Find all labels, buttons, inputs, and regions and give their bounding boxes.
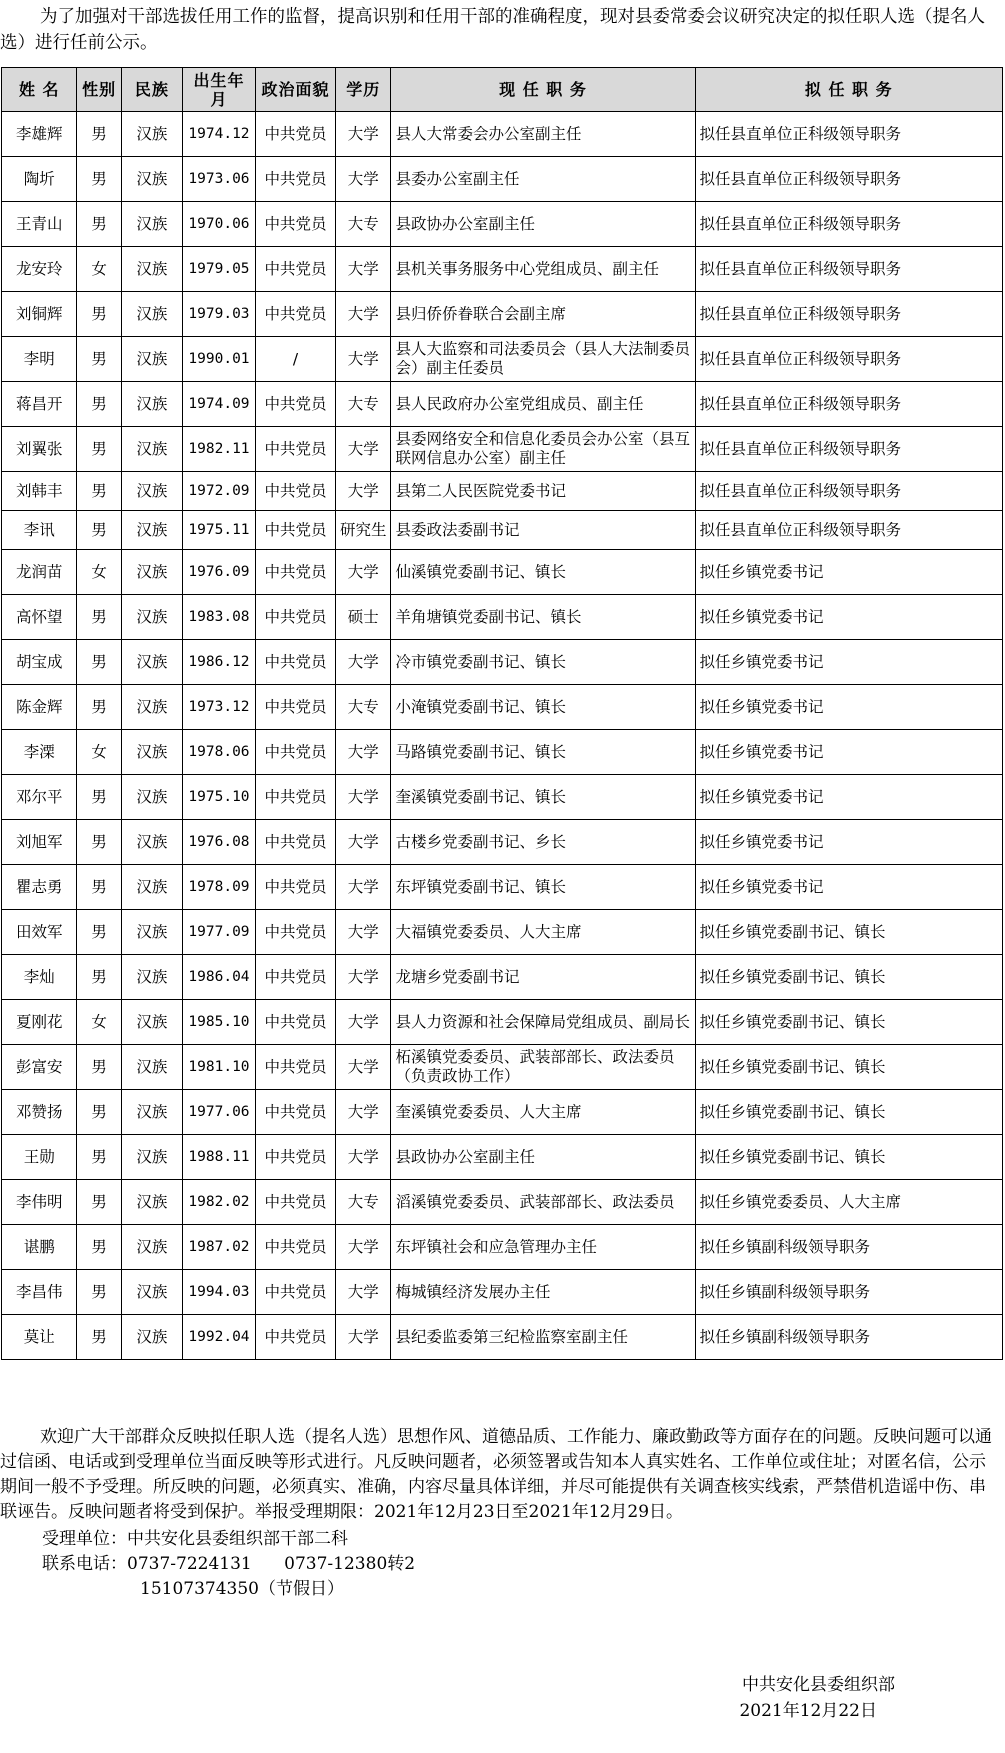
header-gender: 性别: [77, 68, 121, 112]
cell-gender: 男: [77, 382, 121, 427]
cell-name: 高怀望: [2, 595, 77, 640]
cell-name: 刘铜辉: [2, 292, 77, 337]
cell-proposed-position: 拟任乡镇党委副书记、镇长: [695, 955, 1002, 1000]
header-birth: 出生年月: [182, 68, 255, 112]
cell-birth: 1977.06: [182, 1090, 255, 1135]
cell-current-position: 县人大监察和司法委员会（县人大法制委员会）副主任委员: [391, 337, 695, 382]
table-row: [2, 511, 1003, 550]
cell-current-position: 小淹镇党委副书记、镇长: [391, 685, 695, 730]
header-political-status: 政治面貌: [256, 68, 336, 112]
cell-birth: 1970.06: [182, 202, 255, 247]
cell-ethnicity: 汉族: [121, 1315, 182, 1360]
cell-current-position: 龙塘乡党委副书记: [391, 955, 695, 1000]
table-row: [2, 1135, 1003, 1180]
cell-proposed-position: 拟任乡镇党委书记: [695, 685, 1002, 730]
cell-current-position: 县政协办公室副主任: [391, 1135, 695, 1180]
cell-political-status: 中共党员: [256, 1000, 336, 1045]
cell-name: 瞿志勇: [2, 865, 77, 910]
cell-political-status: 中共党员: [256, 775, 336, 820]
cell-gender: 男: [77, 955, 121, 1000]
cell-current-position: 县委政法委副书记: [391, 511, 695, 550]
header-ethnicity: 民族: [121, 68, 182, 112]
cell-political-status: 中共党员: [256, 1135, 336, 1180]
cell-proposed-position: 拟任乡镇党委副书记、镇长: [695, 1135, 1002, 1180]
cell-ethnicity: 汉族: [121, 955, 182, 1000]
cell-current-position: 柘溪镇党委委员、武装部部长、政法委员（负责政协工作）: [391, 1045, 695, 1090]
cell-political-status: 中共党员: [256, 112, 336, 157]
cell-gender: 男: [77, 1315, 121, 1360]
cell-proposed-position: 拟任乡镇党委书记: [695, 550, 1002, 595]
contact-phone-2: 0737-12380转2: [284, 1554, 416, 1574]
cell-education: 大学: [335, 112, 390, 157]
cell-proposed-position: 拟任县直单位正科级领导职务: [695, 382, 1002, 427]
cell-education: 大专: [335, 382, 390, 427]
cell-gender: 男: [77, 511, 121, 550]
cell-ethnicity: 汉族: [121, 247, 182, 292]
cell-name: 李溧: [2, 730, 77, 775]
contact-phone-label: 联系电话：: [42, 1554, 127, 1574]
cell-proposed-position: 拟任县直单位正科级领导职务: [695, 337, 1002, 382]
cell-proposed-position: 拟任乡镇党委副书记、镇长: [695, 910, 1002, 955]
cell-education: 大学: [335, 1090, 390, 1135]
cell-proposed-position: 拟任乡镇党委书记: [695, 775, 1002, 820]
cell-current-position: 仙溪镇党委副书记、镇长: [391, 550, 695, 595]
cell-current-position: 东坪镇党委副书记、镇长: [391, 865, 695, 910]
cell-education: 大学: [335, 1315, 390, 1360]
cell-ethnicity: 汉族: [121, 157, 182, 202]
cell-political-status: 中共党员: [256, 1180, 336, 1225]
cell-gender: 男: [77, 1090, 121, 1135]
cell-name: 龙安玲: [2, 247, 77, 292]
cell-gender: 男: [77, 1225, 121, 1270]
table-row: [2, 1315, 1003, 1360]
cell-name: 龙润苗: [2, 550, 77, 595]
cell-birth: 1976.08: [182, 820, 255, 865]
cell-birth: 1985.10: [182, 1000, 255, 1045]
header-name: 姓 名: [2, 68, 77, 112]
cell-birth: 1992.04: [182, 1315, 255, 1360]
cell-current-position: 县委网络安全和信息化委员会办公室（县互联网信息办公室）副主任: [391, 427, 695, 472]
cell-political-status: 中共党员: [256, 382, 336, 427]
signature-org: 中共安化县委组织部: [742, 1675, 895, 1695]
cell-political-status: 中共党员: [256, 685, 336, 730]
cell-proposed-position: 拟任县直单位正科级领导职务: [695, 202, 1002, 247]
cell-proposed-position: 拟任县直单位正科级领导职务: [695, 472, 1002, 511]
table-row: [2, 247, 1003, 292]
cell-current-position: 县人力资源和社会保障局党组成员、副局长: [391, 1000, 695, 1045]
cell-ethnicity: 汉族: [121, 202, 182, 247]
cell-name: 王青山: [2, 202, 77, 247]
cell-ethnicity: 汉族: [121, 820, 182, 865]
cell-education: 大学: [335, 337, 390, 382]
table-row: [2, 112, 1003, 157]
contact-unit-line: [42, 1527, 348, 1552]
cell-political-status: 中共党员: [256, 247, 336, 292]
cell-current-position: 奎溪镇党委副书记、镇长: [391, 775, 695, 820]
cell-education: 研究生: [335, 511, 390, 550]
cell-gender: 男: [77, 640, 121, 685]
cell-name: 陶圻: [2, 157, 77, 202]
table-body: [2, 112, 1003, 1360]
cell-education: 大学: [335, 292, 390, 337]
cell-political-status: 中共党员: [256, 1225, 336, 1270]
cell-ethnicity: 汉族: [121, 1270, 182, 1315]
cell-name: 田效军: [2, 910, 77, 955]
cell-name: 邓尔平: [2, 775, 77, 820]
cell-proposed-position: 拟任县直单位正科级领导职务: [695, 511, 1002, 550]
cell-proposed-position: 拟任县直单位正科级领导职务: [695, 157, 1002, 202]
cell-ethnicity: 汉族: [121, 910, 182, 955]
cell-ethnicity: 汉族: [121, 1090, 182, 1135]
cell-name: 胡宝成: [2, 640, 77, 685]
cell-name: 刘韩丰: [2, 472, 77, 511]
cell-education: 大专: [335, 1180, 390, 1225]
cell-proposed-position: 拟任乡镇党委委员、人大主席: [695, 1180, 1002, 1225]
cell-birth: 1982.11: [182, 427, 255, 472]
cell-education: 大学: [335, 550, 390, 595]
cell-current-position: 县第二人民医院党委书记: [391, 472, 695, 511]
cell-name: 蒋昌开: [2, 382, 77, 427]
cell-political-status: 中共党员: [256, 472, 336, 511]
cell-birth: 1973.06: [182, 157, 255, 202]
cell-political-status: /: [256, 337, 336, 382]
cell-ethnicity: 汉族: [121, 640, 182, 685]
cell-birth: 1977.09: [182, 910, 255, 955]
cell-political-status: 中共党员: [256, 910, 336, 955]
cell-birth: 1983.08: [182, 595, 255, 640]
cell-name: 莫让: [2, 1315, 77, 1360]
cell-current-position: 马路镇党委副书记、镇长: [391, 730, 695, 775]
table-row: [2, 427, 1003, 472]
cell-birth: 1987.02: [182, 1225, 255, 1270]
cell-name: 刘翼张: [2, 427, 77, 472]
cell-current-position: 梅城镇经济发展办主任: [391, 1270, 695, 1315]
table-row: [2, 337, 1003, 382]
table-row: [2, 1090, 1003, 1135]
table-row: [2, 1225, 1003, 1270]
cell-political-status: 中共党员: [256, 202, 336, 247]
cell-current-position: 大福镇党委委员、人大主席: [391, 910, 695, 955]
candidate-table: [1, 67, 1003, 1360]
cell-proposed-position: 拟任乡镇党委书记: [695, 640, 1002, 685]
cell-ethnicity: 汉族: [121, 730, 182, 775]
cell-current-position: 羊角塘镇党委副书记、镇长: [391, 595, 695, 640]
cell-birth: 1986.12: [182, 640, 255, 685]
table-row: [2, 1000, 1003, 1045]
cell-proposed-position: 拟任乡镇党委副书记、镇长: [695, 1000, 1002, 1045]
cell-ethnicity: 汉族: [121, 1000, 182, 1045]
table-row: [2, 202, 1003, 247]
contact-phone-1: 0737-7224131: [127, 1554, 252, 1574]
cell-ethnicity: 汉族: [121, 685, 182, 730]
cell-political-status: 中共党员: [256, 427, 336, 472]
cell-name: 李灿: [2, 955, 77, 1000]
cell-education: 硕士: [335, 595, 390, 640]
cell-education: 大学: [335, 820, 390, 865]
cell-current-position: 冷市镇党委副书记、镇长: [391, 640, 695, 685]
cell-birth: 1974.09: [182, 382, 255, 427]
cell-birth: 1994.03: [182, 1270, 255, 1315]
cell-name: 刘旭军: [2, 820, 77, 865]
cell-proposed-position: 拟任乡镇副科级领导职务: [695, 1270, 1002, 1315]
cell-education: 大学: [335, 910, 390, 955]
cell-education: 大学: [335, 730, 390, 775]
cell-current-position: 县机关事务服务中心党组成员、副主任: [391, 247, 695, 292]
cell-political-status: 中共党员: [256, 1315, 336, 1360]
cell-gender: 男: [77, 1180, 121, 1225]
table-row: [2, 865, 1003, 910]
cell-gender: 男: [77, 1135, 121, 1180]
cell-ethnicity: 汉族: [121, 292, 182, 337]
cell-political-status: 中共党员: [256, 595, 336, 640]
cell-gender: 男: [77, 112, 121, 157]
cell-birth: 1990.01: [182, 337, 255, 382]
cell-proposed-position: 拟任县直单位正科级领导职务: [695, 427, 1002, 472]
cell-gender: 男: [77, 472, 121, 511]
contact-phone-line-2: [140, 1577, 344, 1602]
cell-political-status: 中共党员: [256, 292, 336, 337]
cell-current-position: 东坪镇社会和应急管理办主任: [391, 1225, 695, 1270]
cell-gender: 男: [77, 775, 121, 820]
cell-political-status: 中共党员: [256, 730, 336, 775]
header-proposed-position: 拟 任 职 务: [695, 68, 1002, 112]
table-row: [2, 550, 1003, 595]
notice-paragraph: 欢迎广大干部群众反映拟任职人选（提名人选）思想作风、道德品质、工作能力、廉政勤政等方面存在的问题。反映问题可以通过信函、电话或到受理单位当面反映等形式进行。凡反映问题者，必须签署或告知本人真实姓名、工作单位或住址；对匿名信，公示期间一般不予受理。所反映的问题，必须真实、准确，内容尽量具体详细，并尽可能提供有关调查核实线索，严禁借机造谣中伤、串联诬告。反映问题者将受到保护。举报受理期限：2021年12月23日至2021年12月29日。: [0, 1427, 992, 1522]
header-education: 学历: [335, 68, 390, 112]
cell-gender: 女: [77, 550, 121, 595]
cell-birth: 1979.03: [182, 292, 255, 337]
table-header-row: [2, 68, 1003, 112]
table-row: [2, 910, 1003, 955]
cell-political-status: 中共党员: [256, 640, 336, 685]
cell-education: 大学: [335, 865, 390, 910]
cell-gender: 女: [77, 1000, 121, 1045]
cell-name: 陈金辉: [2, 685, 77, 730]
cell-name: 李昌伟: [2, 1270, 77, 1315]
cell-political-status: 中共党员: [256, 550, 336, 595]
cell-birth: 1986.04: [182, 955, 255, 1000]
cell-current-position: 滔溪镇党委委员、武装部部长、政法委员: [391, 1180, 695, 1225]
cell-ethnicity: 汉族: [121, 1045, 182, 1090]
cell-birth: 1981.10: [182, 1045, 255, 1090]
cell-ethnicity: 汉族: [121, 1225, 182, 1270]
table-row: [2, 157, 1003, 202]
cell-ethnicity: 汉族: [121, 112, 182, 157]
cell-current-position: 县人民政府办公室党组成员、副主任: [391, 382, 695, 427]
cell-gender: 男: [77, 427, 121, 472]
cell-gender: 男: [77, 337, 121, 382]
cell-education: 大学: [335, 1045, 390, 1090]
cell-ethnicity: 汉族: [121, 337, 182, 382]
cell-birth: 1974.12: [182, 112, 255, 157]
cell-education: 大学: [335, 472, 390, 511]
cell-political-status: 中共党员: [256, 820, 336, 865]
cell-education: 大学: [335, 640, 390, 685]
table-row: [2, 730, 1003, 775]
table-row: [2, 820, 1003, 865]
table-row: [2, 685, 1003, 730]
cell-proposed-position: 拟任乡镇副科级领导职务: [695, 1225, 1002, 1270]
table-row: [2, 292, 1003, 337]
cell-name: 邓赞扬: [2, 1090, 77, 1135]
cell-current-position: 县归侨侨眷联合会副主席: [391, 292, 695, 337]
cell-ethnicity: 汉族: [121, 382, 182, 427]
cell-current-position: 县委办公室副主任: [391, 157, 695, 202]
cell-name: 王勋: [2, 1135, 77, 1180]
cell-political-status: 中共党员: [256, 1090, 336, 1135]
cell-education: 大学: [335, 247, 390, 292]
cell-education: 大专: [335, 202, 390, 247]
cell-proposed-position: 拟任乡镇党委副书记、镇长: [695, 1090, 1002, 1135]
cell-birth: 1973.12: [182, 685, 255, 730]
cell-birth: 1978.09: [182, 865, 255, 910]
cell-ethnicity: 汉族: [121, 865, 182, 910]
cell-gender: 男: [77, 865, 121, 910]
table-row: [2, 472, 1003, 511]
table-row: [2, 382, 1003, 427]
cell-ethnicity: 汉族: [121, 511, 182, 550]
cell-name: 李伟明: [2, 1180, 77, 1225]
cell-ethnicity: 汉族: [121, 427, 182, 472]
contact-phone-3: 15107374350（节假日）: [140, 1579, 344, 1599]
cell-name: 谌鹏: [2, 1225, 77, 1270]
cell-gender: 女: [77, 247, 121, 292]
cell-birth: 1988.11: [182, 1135, 255, 1180]
table-row: [2, 640, 1003, 685]
cell-birth: 1975.10: [182, 775, 255, 820]
cell-current-position: 县政协办公室副主任: [391, 202, 695, 247]
cell-gender: 男: [77, 157, 121, 202]
cell-gender: 男: [77, 910, 121, 955]
cell-ethnicity: 汉族: [121, 595, 182, 640]
cell-education: 大学: [335, 157, 390, 202]
cell-proposed-position: 拟任县直单位正科级领导职务: [695, 292, 1002, 337]
cell-gender: 男: [77, 595, 121, 640]
cell-political-status: 中共党员: [256, 1045, 336, 1090]
cell-proposed-position: 拟任乡镇党委书记: [695, 730, 1002, 775]
cell-gender: 男: [77, 685, 121, 730]
cell-education: 大学: [335, 1270, 390, 1315]
cell-political-status: 中共党员: [256, 865, 336, 910]
cell-name: 彭富安: [2, 1045, 77, 1090]
cell-gender: 女: [77, 730, 121, 775]
cell-current-position: 古楼乡党委副书记、乡长: [391, 820, 695, 865]
cell-ethnicity: 汉族: [121, 550, 182, 595]
cell-name: 夏刚花: [2, 1000, 77, 1045]
cell-proposed-position: 拟任乡镇副科级领导职务: [695, 1315, 1002, 1360]
cell-political-status: 中共党员: [256, 511, 336, 550]
signature-date: 2021年12月22日: [739, 1701, 877, 1721]
cell-gender: 男: [77, 202, 121, 247]
cell-education: 大学: [335, 1225, 390, 1270]
cell-proposed-position: 拟任县直单位正科级领导职务: [695, 112, 1002, 157]
cell-birth: 1972.09: [182, 472, 255, 511]
cell-gender: 男: [77, 1270, 121, 1315]
cell-ethnicity: 汉族: [121, 472, 182, 511]
cell-gender: 男: [77, 292, 121, 337]
cell-current-position: 县人大常委会办公室副主任: [391, 112, 695, 157]
cell-education: 大学: [335, 955, 390, 1000]
cell-birth: 1979.05: [182, 247, 255, 292]
cell-birth: 1976.09: [182, 550, 255, 595]
cell-gender: 男: [77, 1045, 121, 1090]
cell-political-status: 中共党员: [256, 1270, 336, 1315]
contact-unit-label: 受理单位：: [42, 1529, 127, 1549]
cell-name: 李雄辉: [2, 112, 77, 157]
cell-education: 大学: [335, 1000, 390, 1045]
intro-paragraph: 为了加强对干部选拔任用工作的监督，提高识别和任用干部的准确程度，现对县委常委会议研究决定的拟任职人选（提名人选）进行任前公示。: [0, 7, 985, 53]
cell-education: 大专: [335, 685, 390, 730]
cell-ethnicity: 汉族: [121, 1180, 182, 1225]
cell-proposed-position: 拟任乡镇党委副书记、镇长: [695, 1045, 1002, 1090]
cell-birth: 1982.02: [182, 1180, 255, 1225]
cell-ethnicity: 汉族: [121, 775, 182, 820]
header-current-position: 现 任 职 务: [391, 68, 695, 112]
cell-birth: 1975.11: [182, 511, 255, 550]
contact-phone-line: [42, 1552, 415, 1577]
cell-current-position: 县纪委监委第三纪检监察室副主任: [391, 1315, 695, 1360]
cell-proposed-position: 拟任乡镇党委书记: [695, 820, 1002, 865]
table-row: [2, 595, 1003, 640]
cell-education: 大学: [335, 427, 390, 472]
table-row: [2, 1180, 1003, 1225]
cell-proposed-position: 拟任乡镇党委书记: [695, 595, 1002, 640]
cell-name: 李讯: [2, 511, 77, 550]
table-row: [2, 1270, 1003, 1315]
table-row: [2, 1045, 1003, 1090]
contact-unit: 中共安化县委组织部干部二科: [127, 1529, 348, 1549]
cell-proposed-position: 拟任县直单位正科级领导职务: [695, 247, 1002, 292]
table-row: [2, 775, 1003, 820]
cell-ethnicity: 汉族: [121, 1135, 182, 1180]
cell-birth: 1978.06: [182, 730, 255, 775]
cell-name: 李明: [2, 337, 77, 382]
cell-proposed-position: 拟任乡镇党委书记: [695, 865, 1002, 910]
cell-political-status: 中共党员: [256, 157, 336, 202]
cell-education: 大学: [335, 1135, 390, 1180]
cell-current-position: 奎溪镇党委委员、人大主席: [391, 1090, 695, 1135]
cell-gender: 男: [77, 820, 121, 865]
cell-political-status: 中共党员: [256, 955, 336, 1000]
cell-education: 大学: [335, 775, 390, 820]
table-row: [2, 955, 1003, 1000]
